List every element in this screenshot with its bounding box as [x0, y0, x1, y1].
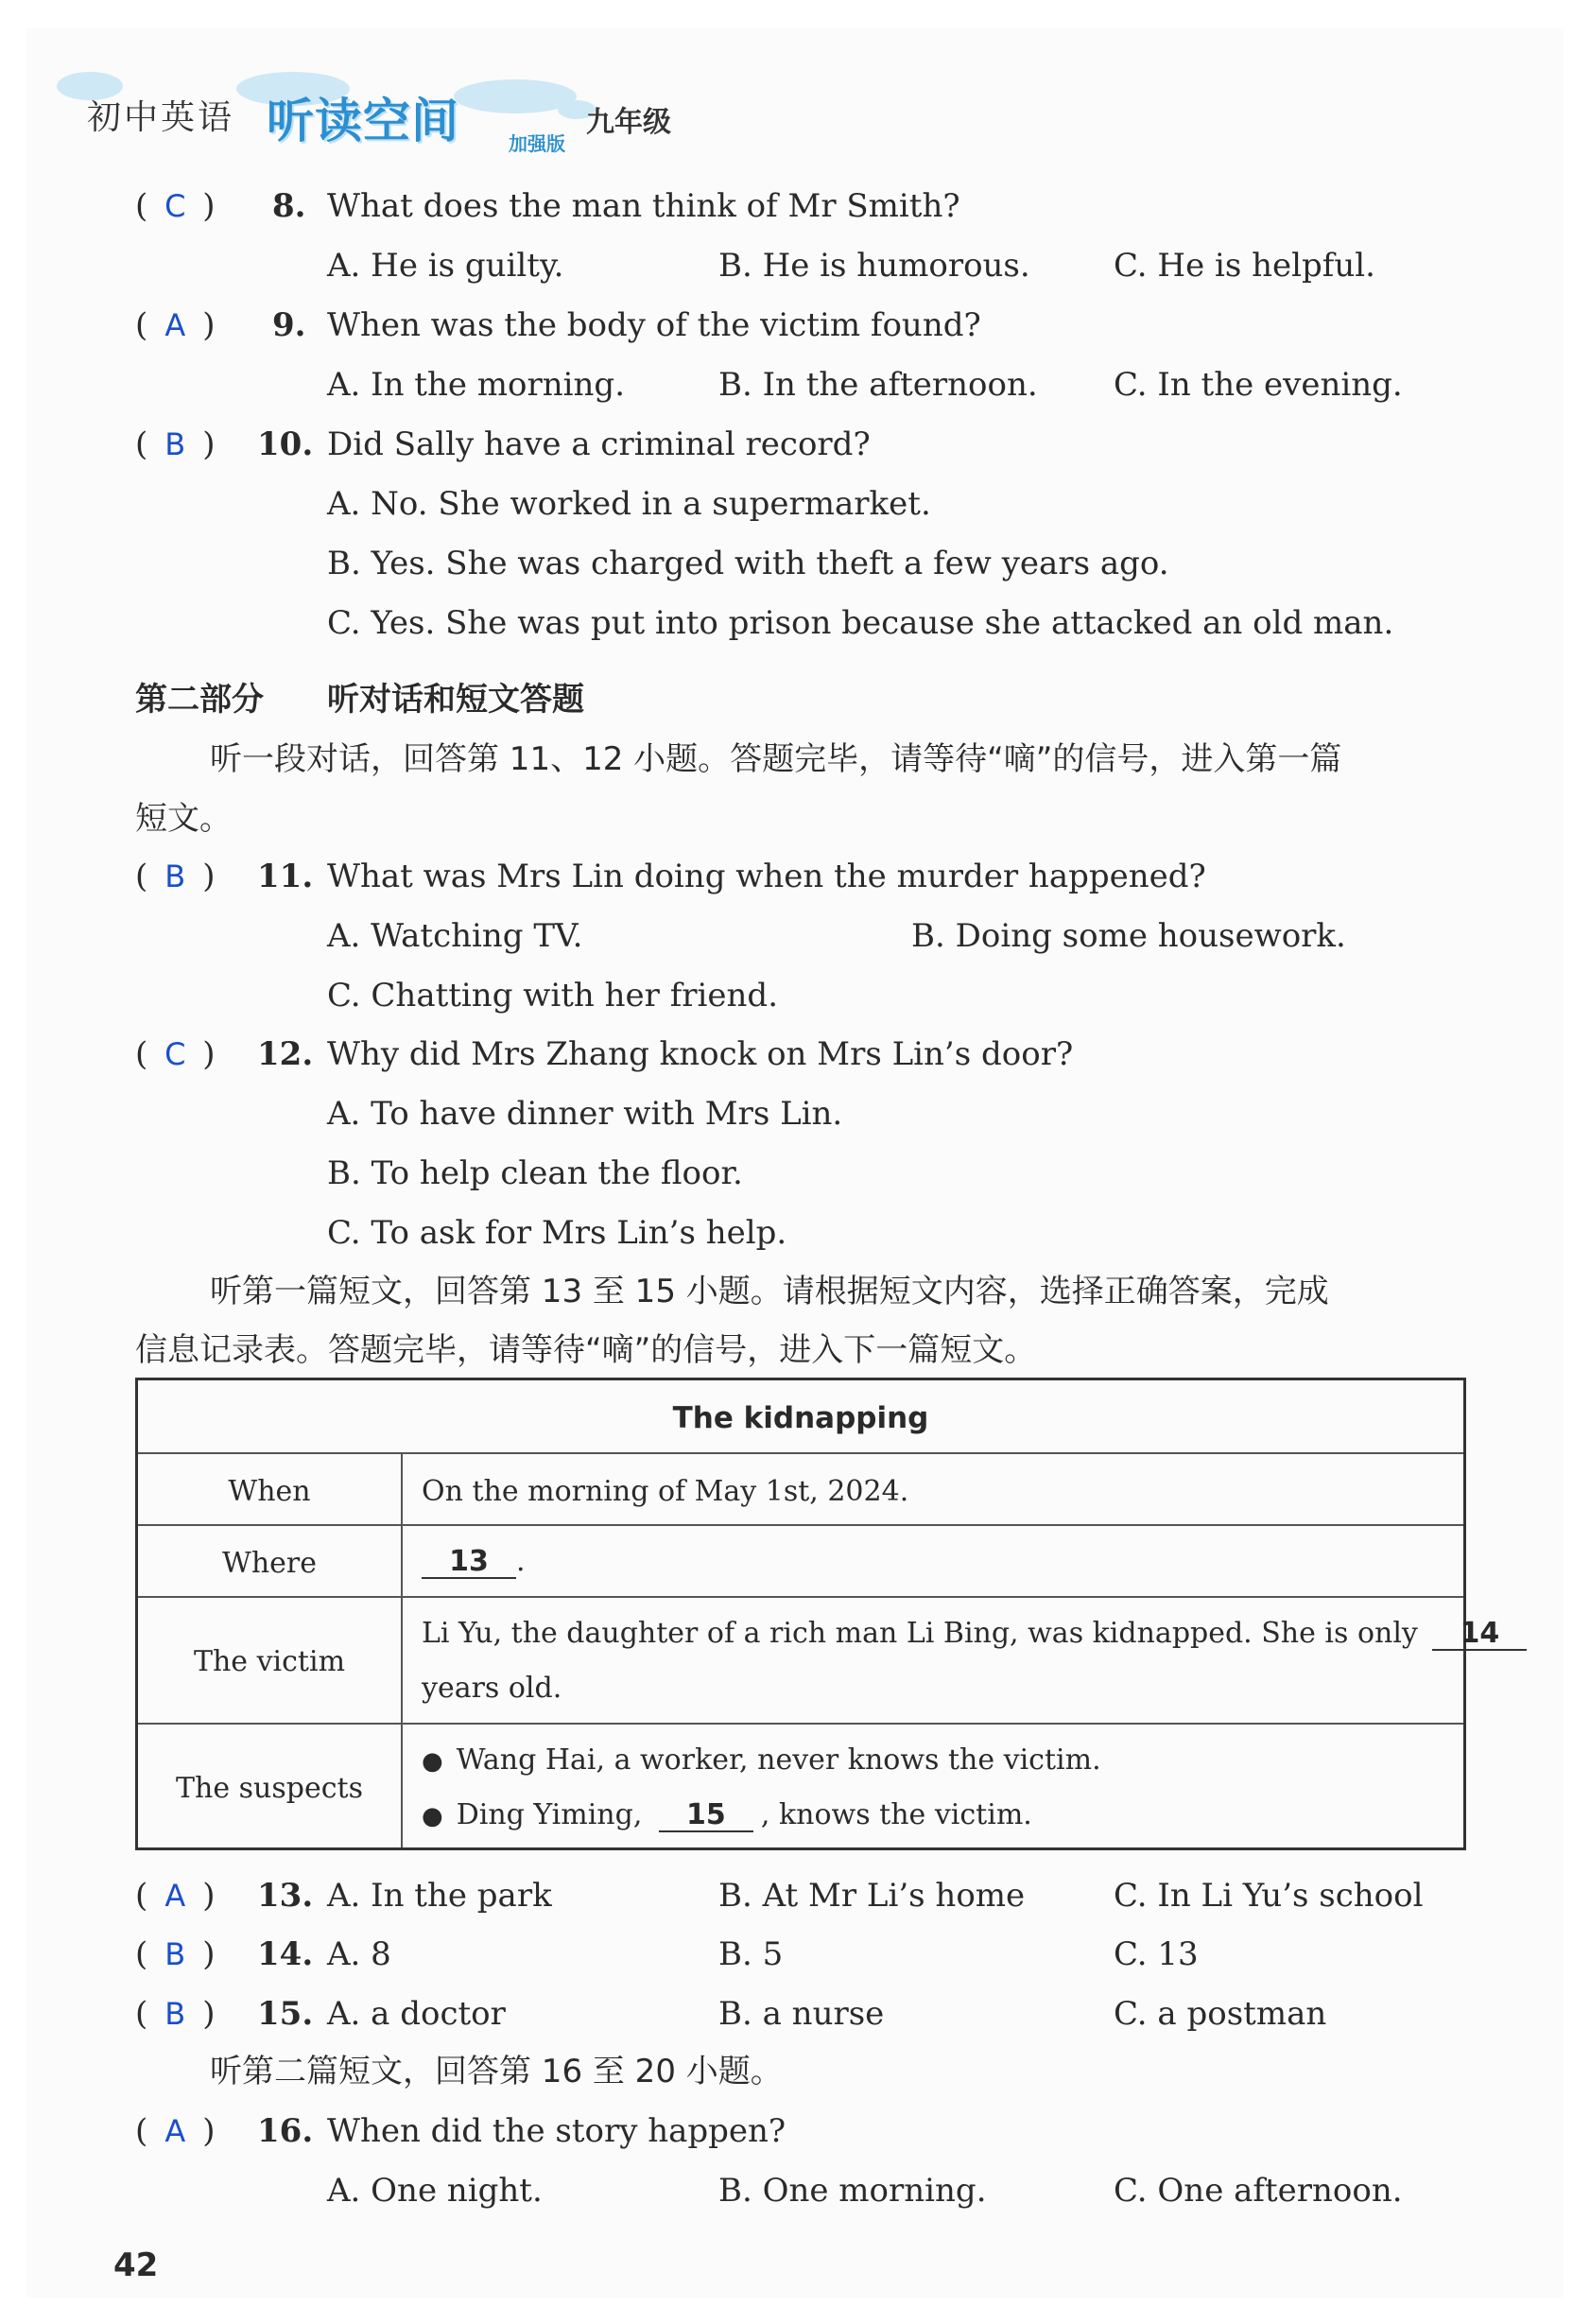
suspect-text: Wang Hai, a worker, never knows the victim. [456, 1743, 1101, 1777]
header-brand: 听读空间 [267, 94, 459, 148]
answer-slot: ( A ) [135, 2112, 216, 2150]
option: C. a postman [1114, 1995, 1327, 2033]
row-label: The victim [193, 1645, 346, 1678]
answer-slot: ( B ) [135, 858, 216, 895]
question-number: 11. [257, 858, 314, 895]
answer-letter: A [164, 2113, 186, 2149]
answer-slot: ( A ) [135, 1877, 216, 1915]
header-grade: 九年级 [586, 106, 671, 139]
question-text: When did the story happen? [327, 2112, 786, 2150]
instruction-text: 短文。 [135, 800, 232, 838]
row-label: Where [221, 1547, 317, 1580]
instruction-text: 听第二篇短文，回答第 16 至 20 小题。 [210, 2053, 783, 2090]
suspect-item [422, 1798, 1032, 1832]
option: A. Watching TV. [327, 917, 583, 955]
option: B. In the afternoon. [718, 366, 1038, 404]
suspect-text: , knows the victim. [760, 1798, 1032, 1831]
row-value: On the morning of May 1st, 2024. [422, 1475, 909, 1508]
column-divider [401, 1454, 403, 1524]
answer-letter: A [164, 307, 186, 343]
bullet-icon: ● [422, 1802, 443, 1830]
instruction-text: 听第一篇短文，回答第 13 至 15 小题。请根据短文内容，选择正确答案，完成 [210, 1273, 1329, 1310]
answer-letter: C [164, 188, 186, 224]
column-divider [401, 1526, 403, 1596]
option: B. At Mr Li’s home [718, 1877, 1026, 1915]
option: C. To ask for Mrs Lin’s help. [327, 1214, 787, 1252]
section-title: 听对话和短文答题 [327, 681, 584, 719]
suspect-item [422, 1743, 1101, 1777]
answer-letter: B [164, 1996, 186, 2032]
answer-slot: ( C ) [135, 187, 216, 225]
answer-slot: ( B ) [135, 1935, 216, 1973]
option: B. Yes. She was charged with theft a few years ago. [327, 545, 1169, 582]
suspect-text: Ding Yiming, [456, 1798, 643, 1831]
option: A. 8 [327, 1935, 391, 1973]
header-subject: 初中英语 [87, 98, 235, 137]
table-title-row [138, 1380, 1463, 1452]
option: C. One afternoon. [1114, 2172, 1403, 2210]
answer-blank: 14 [1432, 1618, 1527, 1651]
answer-blank: 15 [659, 1799, 753, 1832]
page-number: 42 [113, 2246, 159, 2284]
answer-blank: 13 [422, 1546, 516, 1579]
instruction-text: 听一段对话，回答第 11、12 小题。答题完毕，请等待“嘀”的信号，进入第一篇 [210, 740, 1342, 778]
option: A. In the morning. [327, 366, 625, 404]
option: B. Doing some housework. [911, 917, 1346, 955]
option: B. One morning. [718, 2172, 987, 2210]
answer-letter: B [164, 1936, 186, 1972]
option: C. He is helpful. [1114, 247, 1375, 285]
option: C. Chatting with her friend. [327, 977, 778, 1015]
row-value [422, 1617, 1527, 1651]
question-number: 8. [272, 187, 306, 225]
table-row [138, 1596, 1500, 1723]
option: A. To have dinner with Mrs Lin. [327, 1095, 843, 1133]
option: C. In the evening. [1114, 366, 1403, 404]
answer-slot: ( A ) [135, 306, 216, 344]
header-edition: 加强版 [509, 132, 565, 155]
question-number: 14. [257, 1935, 314, 1973]
question-text: Did Sally have a criminal record? [327, 425, 871, 463]
option: A. One night. [327, 2172, 543, 2210]
option: C. Yes. She was put into prison because she attacked an old man. [327, 604, 1394, 642]
row-value-tail: . [516, 1545, 526, 1578]
option: C. 13 [1114, 1935, 1199, 1973]
section-number: 第二部分 [135, 681, 264, 719]
question-text: What does the man think of Mr Smith? [327, 187, 960, 225]
answer-slot: ( B ) [135, 1995, 216, 2033]
row-value [422, 1545, 526, 1579]
question-number: 15. [257, 1995, 314, 2033]
row-label: The suspects [176, 1772, 363, 1805]
row-value-continuation: years old. [422, 1672, 562, 1705]
question-text: What was Mrs Lin doing when the murder happened? [327, 858, 1206, 895]
option: B. He is humorous. [718, 247, 1030, 285]
answer-letter: C [164, 1036, 186, 1072]
question-text: When was the body of the victim found? [327, 306, 981, 344]
option: A. He is guilty. [327, 247, 564, 285]
row-label: When [228, 1475, 311, 1508]
table-row [138, 1524, 1463, 1596]
option: B. a nurse [718, 1995, 885, 2033]
question-number: 16. [257, 2112, 314, 2150]
question-number: 12. [257, 1035, 314, 1073]
question-number: 9. [272, 306, 306, 344]
option: B. 5 [718, 1935, 784, 1973]
answer-slot: ( B ) [135, 425, 216, 463]
table-row [138, 1723, 1463, 1847]
bullet-icon: ● [422, 1747, 443, 1776]
question-text: Why did Mrs Zhang knock on Mrs Lin’s door? [327, 1035, 1074, 1073]
option: A. a doctor [327, 1995, 506, 2033]
instruction-text: 信息记录表。答题完毕，请等待“嘀”的信号，进入下一篇短文。 [135, 1331, 1037, 1369]
row-value-text: Li Yu, the daughter of a rich man Li Bing, was kidnapped. She is only [422, 1617, 1418, 1650]
answer-letter: A [164, 1878, 186, 1914]
answer-letter: B [164, 426, 186, 462]
question-number: 10. [257, 425, 314, 463]
question-number: 13. [257, 1877, 314, 1915]
table-title: The kidnapping [672, 1401, 929, 1435]
header [57, 66, 718, 170]
table-row [138, 1452, 1463, 1524]
answer-slot: ( C ) [135, 1035, 216, 1073]
column-divider [401, 1598, 403, 1723]
answer-letter: B [164, 858, 186, 894]
option: A. In the park [327, 1877, 552, 1915]
column-divider [401, 1725, 403, 1847]
option: A. No. She worked in a supermarket. [327, 485, 931, 523]
option: B. To help clean the floor. [327, 1154, 743, 1192]
option: C. In Li Yu’s school [1114, 1877, 1424, 1915]
info-table [135, 1378, 1500, 1850]
